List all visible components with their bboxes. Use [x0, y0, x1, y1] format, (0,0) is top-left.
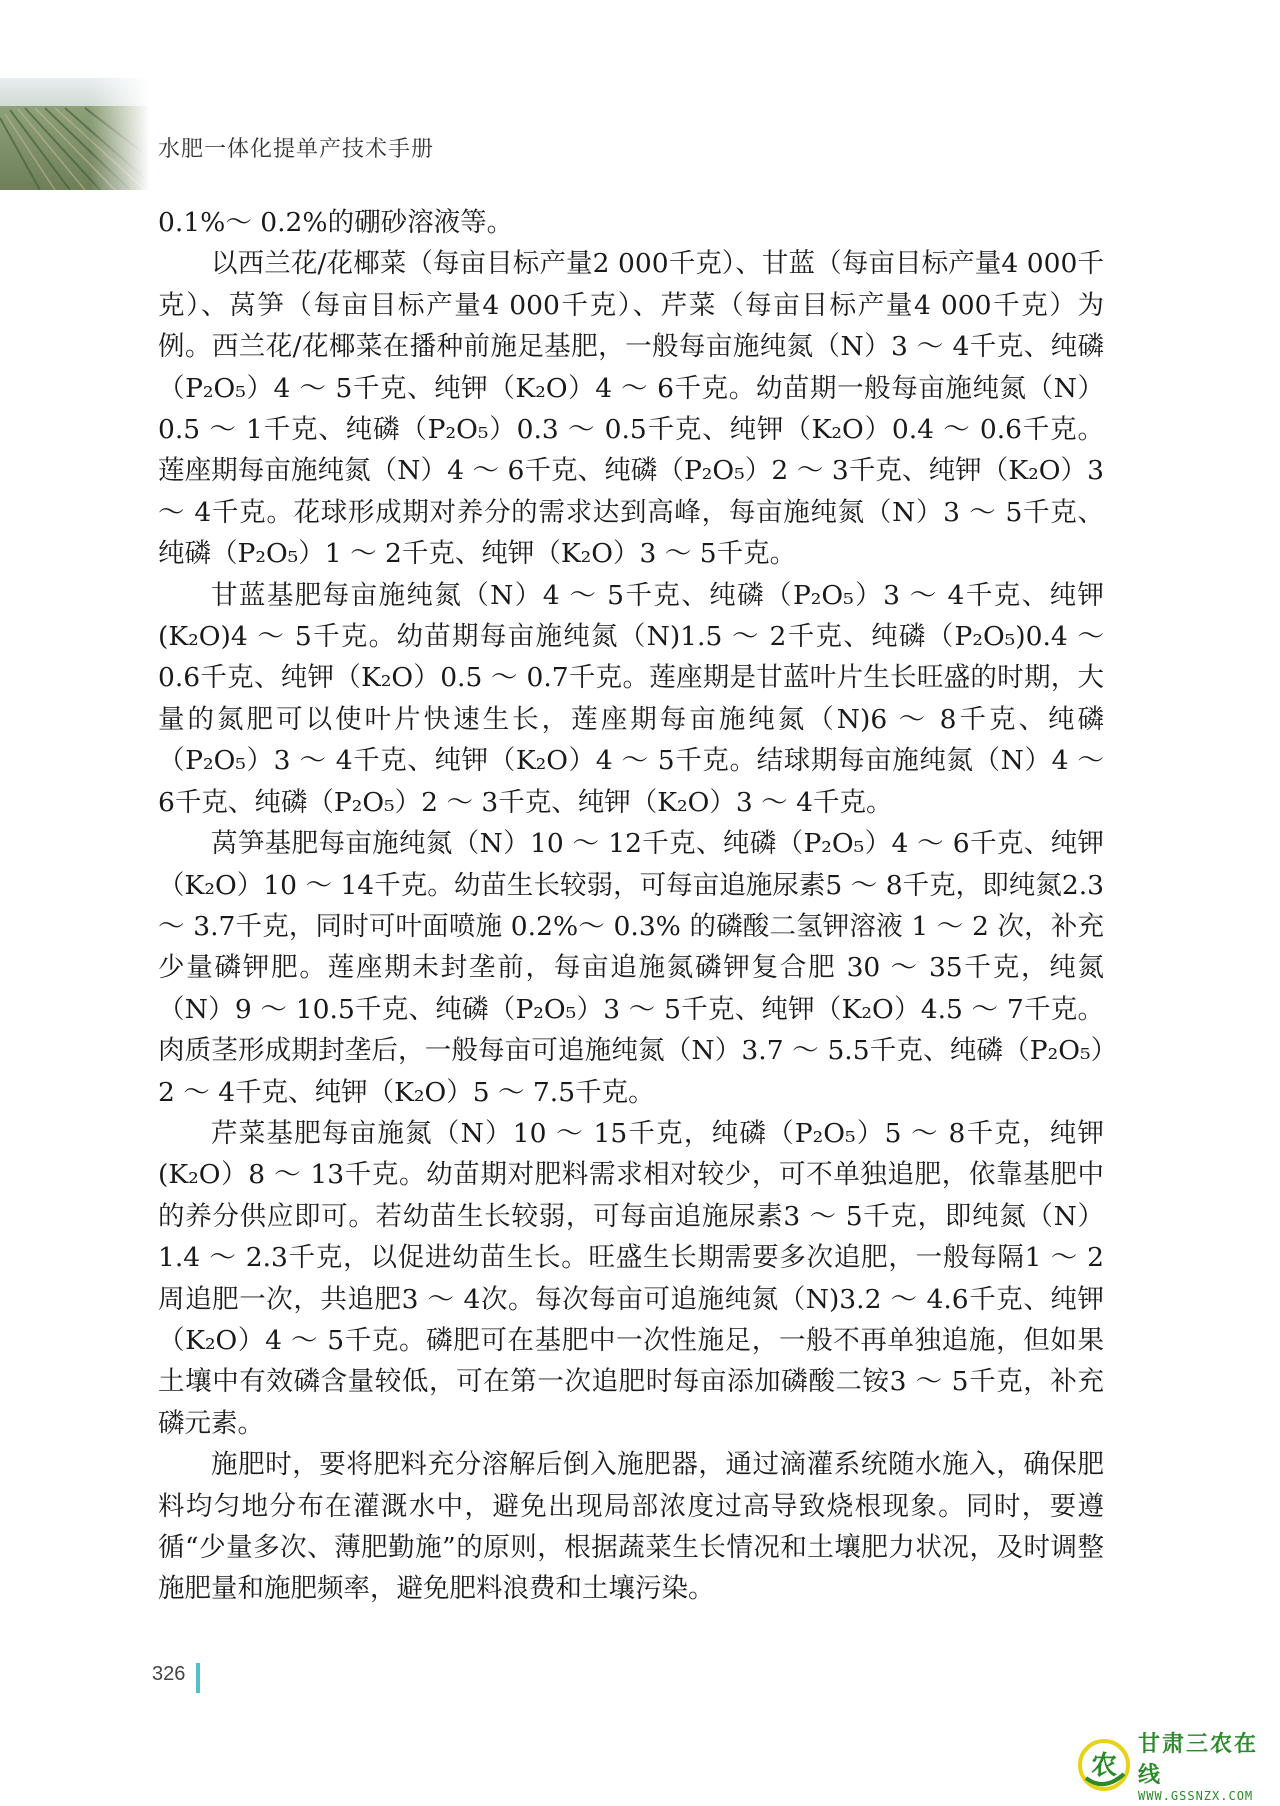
paragraph-broccoli: 以西兰花/花椰菜（每亩目标产量2 000千克）、甘蓝（每亩目标产量4 000千克）、莴笋（每亩目标产量4 000千克）、芹菜（每亩目标产量4 000千克）为例。西兰花/花椰菜在播种前施足基肥，一般每亩施纯氮（N）3 ～ 4千克、纯磷（P₂O₅）4 ～ 5千克、纯钾（K₂O）4 ～ 6千克。幼苗期一般每亩施纯氮（N）0.5 ～ 1千克、纯磷（P₂O₅）0.3 ～ 0.5千克、纯钾（K₂O）0.4 ～ 0.6千克。莲座期每亩施纯氮（N）4 ～ 6千克、纯磷（P₂O₅）2 ～ 3千克、纯钾（K₂O）3 ～ 4千克。花球形成期对养分的需求达到高峰，每亩施纯氮（N）3 ～ 5千克、纯磷（P₂O₅）1 ～ 2千克、纯钾（K₂O）3 ～ 5千克。: [158, 248, 1104, 570]
paragraph-fertilization: 施肥时，要将肥料充分溶解后倒入施肥器，通过滴灌系统随水施入，确保肥料均匀地分布在灌溉水中，避免出现局部浓度过高导致烧根现象。同时，要遵循“少量多次、薄肥勤施”的原则，根据蔬菜生长情况和土壤肥力状况，及时调整施肥量和施肥频率，避免肥料浪费和土壤污染。: [158, 1449, 1104, 1605]
paragraph-intro: 0.1%～ 0.2%的硼砂溶液等。: [158, 207, 514, 238]
page-number: 326: [152, 1663, 186, 1685]
watermark-site-url: WWW.GSSNZX.COM: [1138, 1789, 1254, 1803]
header-field-photo: [0, 78, 150, 190]
paragraph-celery: 芹菜基肥每亩施氮（N）10 ～ 15千克，纯磷（P₂O₅）5 ～ 8千克，纯钾(K₂O）8 ～ 13千克。幼苗期对肥料需求相对较少，可不单独追肥，依靠基肥中的养分供应即可。若幼苗生长较弱，可每亩追施尿素3 ～ 5千克，即纯氮（N）1.4 ～ 2.3千克，以促进幼苗生长。旺盛生长期需要多次追肥，一般每隔1 ～ 2周追肥一次，共追肥3 ～ 4次。每次每亩可追施纯氮（N)3.2 ～ 4.6千克、纯钾（K₂O）4 ～ 5千克。磷肥可在基肥中一次性施足，一般不再单独追施，但如果土壤中有效磷含量较低，可在第一次追肥时每亩添加磷酸二铵3 ～ 5千克，补充磷元素。: [158, 1117, 1104, 1439]
body-text: [158, 202, 1104, 1610]
paragraph-cabbage: 甘蓝基肥每亩施纯氮（N）4 ～ 5千克、纯磷（P₂O₅）3 ～ 4千克、纯钾(K₂O)4 ～ 5千克。幼苗期每亩施纯氮（N)1.5 ～ 2千克、纯磷（P₂O₅)0.4 ～ 0.6千克、纯钾（K₂O）0.5 ～ 0.7千克。莲座期是甘蓝叶片生长旺盛的时期，大量的氮肥可以使叶片快速生长，莲座期每亩施纯氮（N)6 ～ 8千克、纯磷（P₂O₅）3 ～ 4千克、纯钾（K₂O）4 ～ 5千克。结球期每亩施纯氮（N）4 ～ 6千克、纯磷（P₂O₅）2 ～ 3千克、纯钾（K₂O）3 ～ 4千克。: [158, 579, 1104, 818]
watermark-logo-char: 农: [1090, 1751, 1118, 1781]
watermark-site-name: 甘肃三农在线: [1138, 1732, 1259, 1788]
wheat-logo-icon: [1074, 1734, 1134, 1796]
running-header-title: 水肥一体化提单产技术手册: [158, 137, 435, 162]
paragraph-lettuce: 莴笋基肥每亩施纯氮（N）10 ～ 12千克、纯磷（P₂O₅）4 ～ 6千克、纯钾（K₂O）10 ～ 14千克。幼苗生长较弱，可每亩追施尿素5 ～ 8千克，即纯氮2.3 ～ 3.7千克，同时可叶面喷施 0.2%～ 0.3% 的磷酸二氢钾溶液 1 ～ 2 次，补充少量磷钾肥。莲座期未封垄前，每亩追施氮磷钾复合肥 30 ～ 35千克，纯氮（N）9 ～ 10.5千克、纯磷（P₂O₅）3 ～ 5千克、纯钾（K₂O）4.5 ～ 7千克。肉质茎形成期封垄后，一般每亩可追施纯氮（N）3.7 ～ 5.5千克、纯磷（P₂O₅）2 ～ 4千克、纯钾（K₂O）5 ～ 7.5千克。: [158, 828, 1104, 1108]
site-watermark: [1074, 1732, 1274, 1803]
page-number-accent-bar: [196, 1663, 200, 1693]
